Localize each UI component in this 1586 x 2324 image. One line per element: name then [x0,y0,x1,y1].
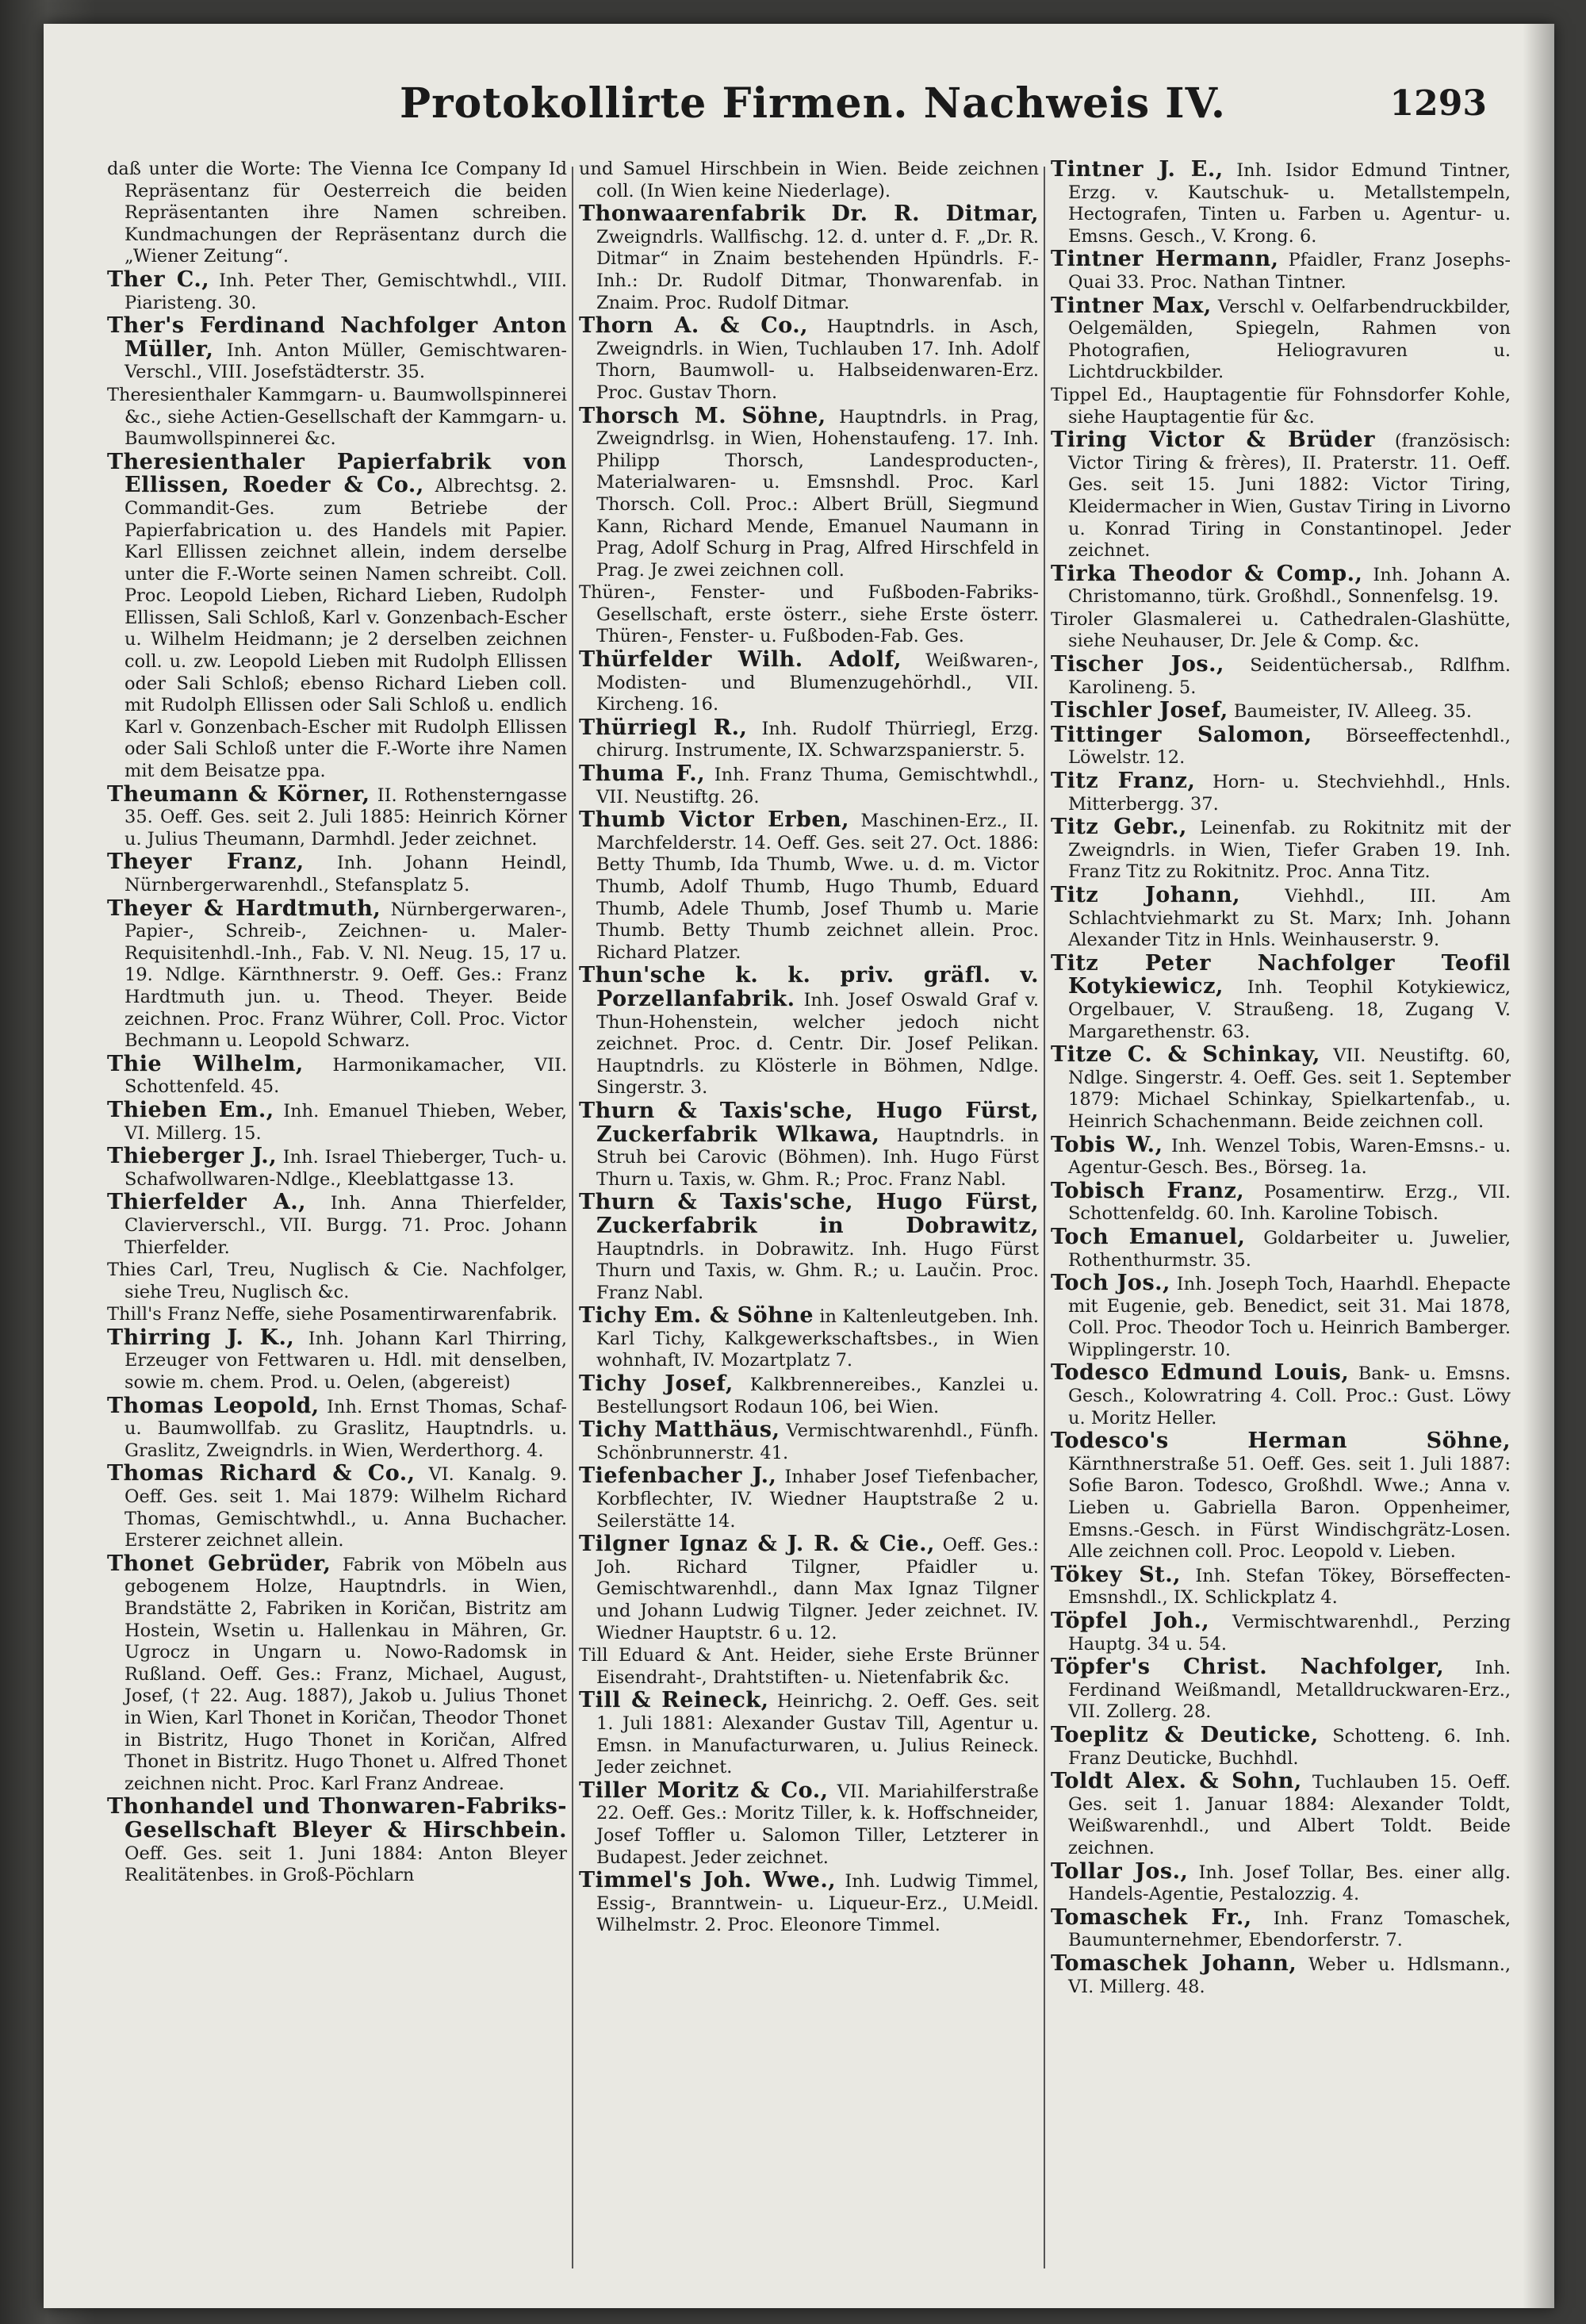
entry-text: Inh. Stefan Tökey, Börseffecten-Emsnshdl., IX. Schlickplatz 4. [1068,1565,1511,1609]
entry-text: Theresienthaler Kammgarn- u. Baumwollspinnerei &c., siehe Actien-Gesellschaft der Kammgarn- u. Baumwollspinnerei &c. [107,384,567,450]
directory-entry [107,851,567,896]
firm-name: Tirka Theodor & Comp., [1051,561,1363,586]
directory-entry [1051,1770,1511,1859]
directory-entry [107,385,567,451]
directory-entry [579,315,1039,404]
directory-entry [107,1191,567,1259]
firm-name: Theyer Franz, [107,849,305,875]
firm-name: Thonet Gebrüder, [107,1551,331,1576]
directory-entry [107,895,567,1053]
book-page [44,24,1554,2308]
firm-name: Thuma F., [579,761,706,787]
entry-text: Viehhdl., III. Am Schlachtviehmarkt zu St. Marx; Inh. Johann Alexander Titz in Hnls. Weinhauserstr. 9. [1068,886,1511,951]
directory-entry [579,203,1039,314]
directory-entry [579,649,1039,716]
entry-text: Hauptndrls. in Asch, Zweigndrls. in Wien, Tuchlauben 17. Inh. Adolf Thorn, Baumwoll- u. Halbseidenwaren-Erz. Proc. Gustav Thorn. [596,316,1039,403]
column-right [1051,159,1511,1999]
firm-name: Tintner J. E., [1051,157,1224,182]
entry-text: Inh. Teophil Kotykiewicz, Orgelbauer, V. Straußeng. 18, Zugang V. Margarethenstr. 63. [1068,977,1511,1042]
directory-entry [1051,1044,1511,1133]
firm-name: Toch Jos., [1051,1271,1170,1296]
entry-text: Till Eduard & Ant. Heider, siehe Erste Brünner Eisendraht-, Drahtstiften- u. Nietenfabrik &c. [579,1645,1039,1688]
directory-entry [579,1533,1039,1644]
firm-name: Titz Franz, [1051,769,1196,794]
entry-text: Inh. Franz Tomaschek, Baumunternehmer, Ebendorferstr. 7. [1068,1908,1511,1951]
firm-name: Tomaschek Fr., [1051,1904,1252,1930]
entry-text: Inh. Johann A. Christomanno, türk. Großhdl., Sonnenfelsg. 19. [1068,564,1511,608]
directory-entry [579,1419,1039,1464]
firm-name: Toch Emanuel, [1051,1224,1246,1249]
directory-entry [107,1260,567,1303]
directory-entry [579,159,1039,202]
entry-text: Inh. Emanuel Thieben, Weber, VI. Millerg. 15. [125,1100,567,1144]
entry-text: Thüren-, Fenster- und Fußboden-Fabriks-Gesellschaft, erste österr., siehe Erste österr. Thüren-, Fenster- u. Fußboden-Fab. Ges. [579,582,1039,647]
directory-entry [107,269,567,314]
firm-name: Thurn & Taxis'sche, Hugo Fürst, Zuckerfabrik Wlkawa, [579,1098,1039,1147]
directory-entry [1051,950,1511,1043]
entry-text: Inh. Josef Oswald Graf v. Thun-Hohenstein, welcher jedoch nicht zeichnet. Proc. d. Centr. Dir. Josef Pelikan. Hauptndrls. zu Klösterle in Böhmen, Ndlge. Singerstr. 3. [596,989,1039,1099]
firm-name: Töpfel Joh., [1051,1609,1210,1633]
directory-entry [107,1796,567,1886]
entry-text: Inh. Peter Ther, Gemischtwhdl., VIII. Piaristeng. 30. [125,270,568,313]
entry-text: Vermischtwarenhdl., Perzing Hauptg. 34 u. 54. [1068,1612,1511,1655]
entry-text: Bank- u. Emsns. Gesch., Kolowratring 4. Coll. Proc.: Gust. Löwy u. Moritz Heller. [1068,1363,1511,1429]
firm-name: Tischer Jos., [1051,652,1224,677]
entry-text: VI. Kanalg. 9. Oeff. Ges. seit 1. Mai 1879: Wilhelm Richard Thomas, Gemischtwhdl., u. Anna Buchacher. Ersterer zeichnet allein. [125,1464,567,1551]
entry-text: Nürnbergerwaren-, Papier-, Schreib-, Zeichnen- u. Maler-Requisitenhdl.-Inh., Fab. V. Nl. Neug. 15, 17 u. 19. Ndlge. Kärnthnerstr. 9. Oeff. Ges.: Franz Hardtmuth jun. u. Theod. Theyer. Beide zeichnen. Proc. Franz Wührer, Coll. Proc. Victor Bechmann u. Leopold Schwarz. [125,899,567,1052]
firm-name: Thonwaarenfabrik Dr. R. Ditmar, [579,201,1039,227]
entry-text: Goldarbeiter u. Juwelier, Rothenthurmstr. 35. [1068,1227,1511,1271]
entry-text: Harmonikamacher, VII. Schottenfeld. 45. [125,1054,568,1098]
directory-entry [579,1100,1039,1191]
directory-entry [579,717,1039,762]
directory-entry [1051,609,1511,653]
entry-text: VII. Mariahilferstraße 22. Oeff. Ges.: Moritz Tiller, k. k. Hoffschneider, Josef Toffler u. Salomon Tiller, Letzterer in Budapest. Jeder zeichnet. [596,1781,1039,1868]
entry-text: Oeff. Ges. seit 1. Juni 1884: Anton Bleyer Realitätenbes. in Groß-Pöchlarn [125,1843,567,1886]
entry-text: daß unter die Worte: The Vienna Ice Company Id Repräsentanz für Oesterreich die beiden Repräsentanten ihre Namen schreiben. Kundmachungen der Repräsentanz durch die „Wiener Zeitung“. [107,159,567,267]
firm-name: Todesco Edmund Louis, [1051,1360,1350,1386]
entry-text: Heinrichg. 2. Oeff. Ges. seit 1. Juli 1881: Alexander Gustav Till, Agentur u. Emsn. in Manufacturwaren, u. Julius Reineck. Jeder zeichnet. [596,1691,1040,1778]
firm-name: Töpfer's Christ. Nachfolger, [1051,1655,1445,1680]
entry-text: Inh. Ferdinand Weißmandl, Metalldruckwaren-Erz., VII. Zollerg. 28. [1068,1658,1511,1723]
entry-text: VII. Neustiftg. 60, Ndlge. Singerstr. 4. Oeff. Ges. seit 1. September 1879: Michael Schinkay, Spielkartenfab., u. Heinrich Schachenmann. Beide zeichnen coll. [1068,1045,1511,1132]
column-middle [579,159,1039,1938]
firm-name: Titz Johann, [1051,883,1241,907]
firm-name: Titz Gebr., [1051,815,1187,840]
entry-text: (französisch: Victor Tiring & frères), II. Praterstr. 11. Oeff. Ges. seit 15. Juni 1882: Victor Tiring, Kleidermacher in Wien, Gustav Tiring in Livorno u. Konrad Tiring in Constantinopel. Jeder zeichnet. [1068,431,1511,562]
entry-text: Thill's Franz Neffe, siehe Posamentirwarenfabrik. [107,1304,557,1325]
entry-text: Inh. Ludwig Timmel, Essig-, Branntwein- u. Liqueur-Erz., U.Meidl. Wilhelmstr. 2. Proc. Eleonore Timmel. [596,1871,1039,1936]
firm-name: Thierfelder A., [107,1190,307,1215]
directory-entry [1051,1180,1511,1225]
entry-text: Fabrik von Möbeln aus gebogenem Holze, Hauptndrls. in Wien, Brandstätte 2, Fabriken in Koričan, Bistritz am Hostein, Wsetin u. Hallenkau in Mähren, Gr. Ugrocz in Ungarn u. Nowo-Radomsk in Rußland. Oeff. Ges.: Franz, Michael, August, Josef, († 22. Aug. 1887), Jakob u. Julius Thonet in Wien, Karl Thonet in Koričan, Theodor Thonet in Bistritz, Hugo Thonet in Koričan, Alfred Thonet in Bistritz. Hugo Thonet u. Alfred Thonet zeichnen nicht. Proc. Karl Franz Andreae. [125,1554,567,1794]
entry-text: Inh. Johann Heindl, Nürnbergerwarenhdl., Stefansplatz 5. [125,853,568,895]
entry-text: Hauptndrls. in Struh bei Carovic (Böhmen). Inh. Hugo Fürst Thurn u. Taxis, w. Ghm. R.; Proc. Franz Nabl. [596,1125,1039,1190]
directory-entry [579,1780,1039,1869]
firm-name: Thie Wilhelm, [107,1051,304,1076]
directory-entry [107,1304,567,1326]
directory-entry [1051,1134,1511,1179]
directory-entry [579,1689,1039,1778]
firm-name: Thumb Victor Erben, [579,807,850,833]
directory-entry [579,1305,1039,1372]
entry-text: und Samuel Hirschbein in Wien. Beide zeichnen coll. (In Wien keine Niederlage). [579,159,1039,201]
firm-name: Thonhandel und Thonwaren-Fabriks-Gesellschaft Bleyer & Hirschbein. [107,1794,567,1843]
column-divider [572,167,573,2268]
firm-name: Ther C., [107,267,210,292]
entry-text: Posamentirw. Erzg., VII. Schottenfeldg. 60. Inh. Karoline Tobisch. [1068,1181,1511,1225]
firm-name: Tittinger Salomon, [1051,722,1312,747]
running-title: Protokollirte Firmen. Nachweis IV. [399,79,1226,128]
firm-name: Tiller Moritz & Co., [579,1778,829,1803]
entry-text: Inh. Wenzel Tobis, Waren-Emsns.- u. Agentur-Gesch. Bes., Börseg. 1a. [1068,1135,1511,1179]
entry-text: Hauptndrls. in Dobrawitz. Inh. Hugo Fürst Thurn und Taxis, w. Ghm. R.; u. Laučin. Proc. Franz Nabl. [596,1238,1039,1303]
entry-text: II. Rothensterngasse 35. Oeff. Ges. seit 2. Juli 1885: Heinrich Körner u. Julius Theumann, Darmhdl. Jeder zeichnet. [125,784,567,849]
entry-text: Inh. Anna Thierfelder, Clavierverschl., VII. Burgg. 71. Proc. Johann Thierfelder. [125,1193,567,1258]
firm-name: Thun'sche k. k. priv. gräfl. v. Porzellanfabrik. [579,963,1039,1011]
directory-entry [107,159,567,268]
entry-text: Verschl v. Oelfarbendruckbilder, Oelgemälden, Spiegeln, Rahmen von Photografien, Heliogravuren u. Lichtdruckbilder. [1068,296,1511,383]
firm-name: Tichy Matthäus, [579,1417,780,1443]
directory-entry [107,1053,567,1099]
directory-entry [579,1191,1039,1304]
directory-entry [1051,385,1511,428]
entry-text: Inhaber Josef Tiefenbacher, Korbflechter, IV. Wiedner Hauptstraße 2 u. Seilerstätte 14. [596,1467,1039,1532]
firm-name: Tiring Victor & Brüder [1051,428,1375,453]
firm-name: Tichy Josef, [579,1371,734,1397]
entry-text: Tippel Ed., Hauptagentie für Fohnsdorfer Kohle, siehe Hauptagentie für &c. [1051,384,1511,428]
entry-text: Inh. Franz Thuma, Gemischtwhdl., VII. Neustiftg. 26. [596,765,1039,807]
firm-name: Tollar Jos., [1051,1858,1189,1884]
firm-name: Ther's Ferdinand Nachfolger Anton Müller, [107,313,567,362]
entry-text: Thies Carl, Treu, Nuglisch & Cie. Nachfolger, siehe Treu, Nuglisch &c. [107,1260,567,1302]
firm-name: Theumann & Körner, [107,781,370,807]
entry-text: Börseeffectenhdl., Löwelstr. 12. [1068,725,1511,769]
firm-name: Tobisch Franz, [1051,1178,1245,1203]
firm-name: Thorn A. & Co., [579,313,809,339]
directory-entry [1051,1272,1511,1361]
entry-text: Inh. Anton Müller, Gemischtwaren-Verschl., VIII. Josefstädterstr. 35. [125,339,568,383]
directory-entry [1051,1610,1511,1655]
firm-name: Tischler Josef, [1051,698,1228,723]
firm-name: Todesco's Herman Söhne, [1051,1429,1511,1454]
entry-text: in Kaltenleutgeben. Inh. Karl Tichy, Kalkgewerkschaftsbes., in Wien wohnhaft, IV. Mozartplatz 7. [596,1306,1039,1371]
directory-entry [1051,1564,1511,1609]
firm-name: Titze C. & Schinkay, [1051,1042,1320,1068]
directory-entry [1051,159,1511,247]
entry-text: Vermischtwarenhdl., Fünfh. Schönbrunnerstr. 41. [596,1421,1039,1463]
firm-name: Tökey St., [1051,1562,1181,1587]
entry-text: Inh. Ernst Thomas, Schaf- u. Baumwollfab. zu Graslitz, Hauptndrls. u. Graslitz, Zweigndrls. in Wien, Werderthorg. 4. [125,1396,567,1461]
entry-text: Baumeister, IV. Alleeg. 35. [1233,701,1472,723]
firm-name: Timmel's Joh. Wwe., [579,1868,837,1893]
directory-entry [1051,1362,1511,1429]
column-divider [1044,167,1045,2268]
directory-entry [107,451,567,783]
entry-text: Inh. Joseph Toch, Haarhdl. Ehepacte mit Eugenie, geb. Benedict, seit 31. Mai 1878, Coll. Proc. Theodor Toch u. Heinrich Bamberger. Wipplingerstr. 10. [1068,1274,1511,1360]
entry-text: Inh. Josef Tollar, Bes. einer allg. Handels-Agentie, Pestalozzig. 4. [1068,1862,1511,1905]
directory-entry [1051,654,1511,699]
entry-text: Leinenfab. zu Rokitnitz mit der Zweigndrls. in Wien, Tiefer Graben 19. Inh. Franz Titz zu Rokitnitz. Proc. Anna Titz. [1068,818,1511,883]
firm-name: Thomas Richard & Co., [107,1461,416,1486]
directory-entry [1051,1858,1511,1906]
entry-text: Tiroler Glasmalerei u. Cathedralen-Glashütte, siehe Neuhauser, Dr. Jele & Comp. &c. [1051,608,1511,652]
directory-entry [579,809,1039,964]
firm-name: Till & Reineck, [579,1688,769,1713]
entry-text: Kärnthnerstraße 51. Oeff. Ges. seit 1. Juli 1887: Sofie Baron. Todesco, Großhdl. Wwe.; Anna v. Lieben u. Gabriella Baron. Oppenheimer, Emsns.-Gesch. in Fürst Windischgrätz-Losen. Alle zeichnen coll. Proc. Leopold v. Lieben. [1068,1453,1511,1563]
entry-text: Zweigndrls. Wallfischg. 12. d. unter d. F. „Dr. R. Ditmar“ in Znaim bestehenden Hpündrls. F.-Inh.: Dr. Rudolf Ditmar, Thonwarenfab. in Znaim. Proc. Rudolf Ditmar. [596,226,1039,313]
directory-entry [1051,724,1511,769]
directory-entry [1051,429,1511,562]
directory-entry [107,1327,567,1394]
directory-entry [579,1645,1039,1689]
entry-text: Oeff. Ges.: Joh. Richard Tilgner, Pfaidler u. Gemischtwarenhdl., dann Max Ignaz Tilgner und Johann Ludwig Tilgner. Jeder zeichnet. IV. Wiedner Hauptstr. 6 u. 12. [596,1535,1040,1643]
directory-entry [579,405,1039,582]
firm-name: Thomas Leopold, [107,1393,320,1418]
entry-text: Albrechtsg. 2. Commandit-Ges. zum Betriebe der Papierfabrication u. des Handels mit Papier. Karl Ellissen zeichnet allein, indem derselbe unter die F.-Worte seinen Namen schreibt. Coll. Proc. Leopold Lieben, Richard Lieben, Rudolph Ellissen, Sali Schloß, Karl v. Gonzenbach-Escher u. Wilhelm Heidmann; je 2 derselben zeichnen coll. u. zw. Leopold Lieben mit Rudolph Ellissen oder Sali Schloß; ebenso Richard Lieben coll. mit Rudolph Ellissen oder Sali Schloß u. endlich Karl v. Gonzenbach-Escher mit Rudolph Ellissen oder Sali Schloß unter die F.-Worte ihre Namen mit dem Beisatze ppa. [125,476,567,782]
firm-name: Thürriegl R., [579,715,748,740]
directory-entry [579,763,1039,808]
firm-name: Thorsch M. Söhne, [579,403,826,428]
firm-name: Thieberger J., [107,1144,278,1169]
entry-text: Maschinen-Erz., II. Marchfelderstr. 14. Oeff. Ges. seit 27. Oct. 1886: Betty Thumb, Ida Thumb, Wwe. u. d. m. Victor Thumb, Adolf Thumb, Hugo Thumb, Eduard Thumb, Adele Thumb, Josef Thumb u. Marie Thumb. Betty Thumb zeichnet allein. Proc. Richard Platzer. [596,811,1040,963]
firm-name: Tiefenbacher J., [579,1463,777,1489]
directory-entry [107,1463,567,1551]
firm-name: Thirring J. K., [107,1325,295,1350]
directory-entry [1051,248,1511,293]
directory-entry [579,582,1039,648]
directory-entry [1051,1430,1511,1563]
directory-entry [1051,295,1511,384]
firm-name: Tintner Hermann, [1051,247,1279,272]
firm-name: Thieben Em., [107,1097,274,1122]
firm-name: Thürfelder Wilh. Adolf, [579,647,902,673]
firm-name: Titz Peter Nachfolger Teofil Kotykiewicz, [1051,950,1511,999]
directory-entry [1051,563,1511,608]
directory-entry [1051,816,1511,884]
firm-name: Tichy Em. & Söhne [579,1303,814,1329]
entry-text: Seidentüchersab., Rdlfhm. Karolineng. 5. [1068,655,1511,698]
firm-name: Tilgner Ignaz & J. R. & Cie., [579,1532,935,1557]
firm-name: Theresienthaler Papierfabrik von Ellissen, Roeder & Co., [107,449,567,498]
directory-entry [1051,1724,1511,1770]
directory-entry [107,1395,567,1463]
directory-entry [579,964,1039,1099]
entry-text: Inh. Rudolf Thürriegl, Erzg. chirurg. Instrumente, IX. Schwarzspanierstr. 5. [596,718,1039,761]
directory-entry [1051,1904,1511,1952]
entry-text: Schotteng. 6. Inh. Franz Deuticke, Buchhdl. [1068,1725,1511,1769]
entry-text: Tuchlauben 15. Oeff. Ges. seit 1. Januar 1884: Alexander Toldt, Weißwarenhdl., und Albert Toldt. Beide zeichnen. [1068,1772,1511,1858]
directory-entry [1051,1226,1511,1271]
firm-name: Toldt Alex. & Sohn, [1051,1769,1302,1794]
firm-name: Toeplitz & Deuticke, [1051,1722,1319,1747]
entry-text: Weißwaren-, Modisten- und Blumenzugehörhdl., VII. Kircheng. 16. [596,650,1039,715]
directory-entry [107,1145,567,1191]
entry-text: Inh. Israel Thieberger, Tuch- u. Schafwollwaren-Ndlge., Kleeblattgasse 13. [125,1147,567,1190]
firm-name: Tomaschek Johann, [1051,1950,1297,1976]
directory-entry [107,1099,567,1145]
entry-text: Inh. Isidor Edmund Tintner, Erzg. v. Kautschuk- u. Metallstempeln, Hectografen, Tinten u. Farben u. Agentur- u. Emsns. Gesch., V. Krong. 6. [1068,160,1511,247]
directory-entry [107,1553,567,1796]
directory-entry [1051,1950,1511,1998]
directory-entry [107,781,567,851]
column-left [107,159,567,1888]
entry-text: Kalkbrennereibes., Kanzlei u. Bestellungsort Rodaun 106, bei Wien. [596,1375,1040,1417]
directory-entry [1051,700,1511,723]
firm-name: Tobis W., [1051,1132,1163,1157]
entry-text: Weber u. Hdlsmann., VI. Millerg. 48. [1068,1954,1511,1997]
entry-text: Pfaidler, Franz Josephs-Quai 33. Proc. Nathan Tintner. [1068,250,1511,293]
firm-name: Tintner Max, [1051,293,1212,318]
firm-name: Thurn & Taxis'sche, Hugo Fürst, Zuckerfabrik in Dobrawitz, [579,1190,1039,1238]
directory-entry [107,315,567,384]
entry-text: Hauptndrls. in Prag, Zweigndrlsg. in Wien, Hohenstaufeng. 17. Inh. Philipp Thorsch, Landesproducten-, Materialwaren- u. Emsnshdl. Proc. Karl Thorsch. Coll. Proc.: Albert Brüll, Siegmund Kann, Richard Mende, Emanuel Naumann in Prag, Adolf Schurg in Prag, Alfred Hirschfeld in Prag. Je zwei zeichnen coll. [596,406,1039,581]
directory-entry [1051,1656,1511,1724]
page-header [107,79,1519,151]
firm-name: Theyer & Hardtmuth, [107,895,381,921]
directory-entry [579,1465,1039,1532]
directory-entry [579,1373,1039,1418]
entry-text: Horn- u. Stechviehhdl., Hnls. Mitterbergg. 37. [1068,772,1511,815]
entry-text: Inh. Johann Karl Thirring, Erzeuger von Fettwaren u. Hdl. mit denselben, sowie m. chem. Prod. u. Oelen, (abgereist) [125,1328,568,1394]
directory-entry [1051,770,1511,815]
directory-entry [579,1870,1039,1937]
page-number: 1293 [1389,83,1487,124]
directory-entry [1051,884,1511,952]
